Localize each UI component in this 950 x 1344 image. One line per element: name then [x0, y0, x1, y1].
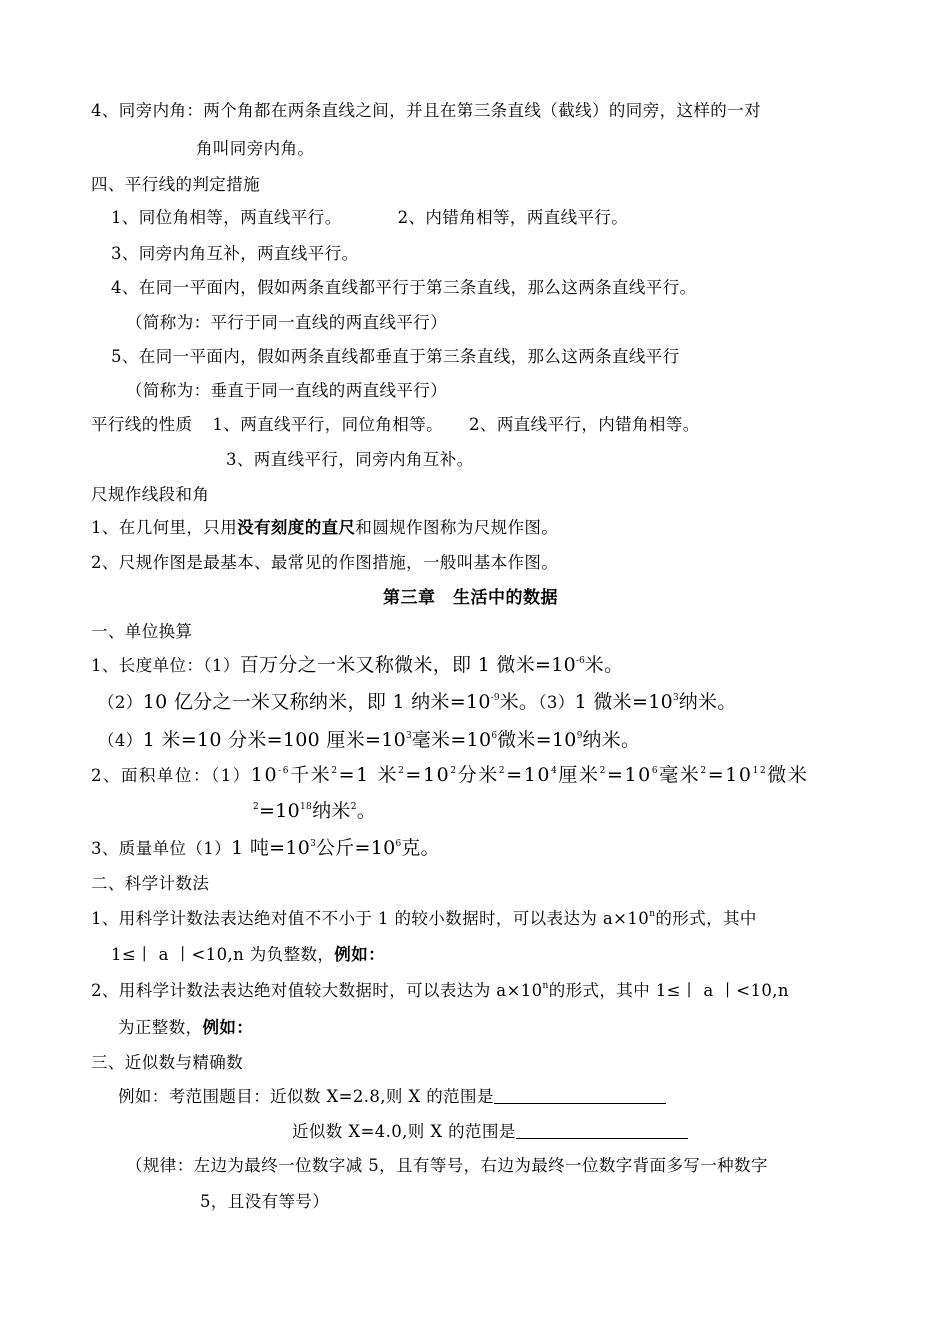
text-span: =1 米 — [338, 764, 399, 786]
superscript: 12 — [752, 766, 768, 776]
section-heading-ruler-compass: 尺规作线段和角 — [91, 485, 210, 504]
superscript: 3 — [406, 731, 412, 741]
section-heading-approximation: 三、近似数与精确数 — [91, 1053, 244, 1072]
superscript: 3 — [310, 839, 316, 849]
text-span: 1、用科学计数法表达绝对值不不小于 1 的较小数据时，可以表达为 a×10 — [91, 909, 650, 928]
criterion-2: 2、内错角相等，两直线平行。 — [397, 208, 629, 227]
text-span: 1、长度单位：（1） — [91, 656, 240, 675]
superscript: 2 — [398, 766, 406, 776]
property-2: 2、两直线平行，内错角相等。 — [469, 415, 700, 434]
text-span: 纳米。 — [678, 691, 737, 713]
answer-blank[interactable] — [494, 1089, 666, 1104]
length-units-line-3 — [98, 731, 640, 750]
superscript: 6 — [651, 766, 660, 776]
text-span: 为正整数， — [118, 1018, 203, 1037]
criterion-4-note: （简称为：平行于同一直线的两直线平行） — [126, 313, 448, 332]
bold-span: 例如： — [202, 1018, 254, 1037]
text-span: 和圆规作图称为尺规作图。 — [355, 518, 559, 537]
mass-units-line — [91, 839, 440, 858]
criterion-5-note: （简称为：垂直于同一直线的两直线平行） — [126, 381, 448, 400]
text-span: 。 — [356, 800, 377, 822]
text-span: 百万分之一米又称微米，即 1 微米=10 — [239, 654, 577, 676]
text-span: 2、面积单位：（1） — [91, 766, 251, 785]
text-span: 微米 — [767, 764, 809, 786]
area-units-line-2 — [253, 802, 376, 821]
superscript: n — [542, 981, 549, 991]
property-3: 3、两直线平行，同旁内角互补。 — [226, 450, 474, 469]
section-heading-unit-conversion: 一、单位换算 — [91, 622, 193, 641]
text-span: 纳米。 — [582, 729, 641, 751]
text-line-25 — [91, 983, 789, 1000]
superscript: 2 — [350, 802, 357, 812]
length-units-line-2 — [98, 693, 737, 712]
chapter-title: 第三章 生活中的数据 — [383, 588, 558, 608]
text-line-14: 2、尺规作图是最基本、最常见的作图措施，一般叫基本作图。 — [91, 553, 559, 572]
text-span: （3） — [538, 693, 575, 712]
parallel-properties — [91, 417, 700, 434]
text-span: =10 — [405, 764, 451, 786]
text-span: 毫米 — [659, 764, 701, 786]
text-span: 近似数 X=4.0,则 X 的范围是 — [292, 1122, 516, 1141]
superscript: -6 — [576, 656, 585, 666]
superscript: 2 — [700, 766, 708, 776]
superscript: -6 — [278, 766, 291, 776]
text-span: 米。 — [584, 654, 624, 676]
text-span: =10 — [259, 800, 301, 822]
superscript: 2 — [599, 766, 607, 776]
answer-blank[interactable] — [516, 1124, 688, 1139]
superscript: 2 — [450, 766, 458, 776]
rule-line-1: （规律：左边为最终一位数字减 5，且有等号，右边为最终一位数字背面多写一种数字 — [126, 1156, 768, 1175]
text-span: 米。 — [499, 691, 539, 713]
text-line-4 — [111, 210, 628, 227]
text-span: 厘米 — [558, 764, 600, 786]
text-line-26 — [118, 1020, 253, 1037]
text-span: 2、用科学计数法表达绝对值较大数据时，可以表达为 a×10 — [91, 981, 543, 1000]
criterion-5: 5、在同一平面内，假如两条直线都垂直于第三条直线，那么这两条直线平行 — [111, 347, 680, 366]
text-span: 纳米 — [312, 800, 351, 822]
criterion-3: 3、同旁内角互补，两直线平行。 — [111, 244, 359, 263]
bold-span: 没有刻度的直尺 — [237, 518, 356, 537]
text-span: 例如：考范围题目：近似数 X=2.8,则 X 的范围是 — [118, 1087, 494, 1106]
text-span: 1 米=10 分米=100 厘米=10 — [142, 729, 406, 751]
text-line-2: 角叫同旁内角。 — [196, 139, 315, 158]
section-heading-scientific-notation: 二、科学计数法 — [91, 874, 210, 893]
superscript: 6 — [395, 839, 402, 849]
section-heading-parallel-criteria: 四、平行线的判定措施 — [91, 175, 260, 194]
superscript: 6 — [491, 731, 498, 741]
text-span: 的形式，其中 1≤丨 a 丨<10,n — [548, 981, 789, 1000]
bold-span: 例如： — [334, 945, 385, 964]
text-span: =10 — [606, 764, 652, 786]
text-span — [251, 764, 809, 786]
example-line-2 — [292, 1124, 688, 1141]
criterion-4: 4、在同一平面内，假如两条直线都平行于第三条直线，那么这两条直线平行。 — [111, 278, 697, 297]
superscript: n — [649, 909, 656, 919]
example-line-1 — [118, 1089, 666, 1106]
text-line-1: 4、同旁内角：两个角都在两条直线之间，并且在第三条直线（截线）的同旁，这样的一对 — [91, 101, 761, 120]
text-span: 分米 — [457, 764, 499, 786]
text-span: 1≤丨 a 丨<10,n 为负整数， — [111, 945, 335, 964]
superscript: 18 — [300, 802, 313, 812]
properties-label: 平行线的性质 — [91, 415, 193, 434]
text-span: 1、在几何里，只用 — [91, 518, 238, 537]
text-span: 1 微米=10 — [574, 691, 673, 713]
text-span: 3、质量单位（1） — [91, 839, 232, 858]
text-span: 1 吨=10 — [231, 837, 311, 859]
superscript: 2 — [331, 766, 339, 776]
property-1: 1、两直线平行，同位角相等。 — [212, 415, 444, 434]
text-line-23 — [91, 911, 757, 928]
superscript: 2 — [498, 766, 507, 776]
text-span: =10 — [506, 764, 552, 786]
text-span: 公斤=10 — [315, 837, 396, 859]
text-span: 10 — [250, 764, 279, 786]
superscript: 3 — [672, 693, 679, 703]
superscript: 9 — [576, 731, 583, 741]
text-span: 毫米=10 — [411, 729, 492, 751]
text-span: 克。 — [401, 837, 440, 859]
length-units-line-1 — [91, 656, 623, 675]
rule-line-2: 5，且没有等号） — [200, 1192, 330, 1211]
text-line-24 — [111, 947, 385, 964]
area-units-line-1 — [91, 766, 808, 785]
superscript: 4 — [551, 766, 559, 776]
criterion-1: 1、同位角相等，两直线平行。 — [111, 208, 342, 227]
text-span: （2） — [98, 693, 143, 712]
superscript: 2 — [253, 802, 260, 812]
text-span: 千米 — [290, 764, 332, 786]
text-span: （4） — [98, 731, 143, 750]
text-span: 微米=10 — [497, 729, 577, 751]
text-span: =10 — [707, 764, 753, 786]
superscript: -9 — [490, 693, 500, 703]
text-span: 10 亿分之一米又称纳米，即 1 纳米=10 — [142, 691, 491, 713]
text-span: 的形式，其中 — [655, 909, 757, 928]
text-line-13 — [91, 520, 558, 537]
